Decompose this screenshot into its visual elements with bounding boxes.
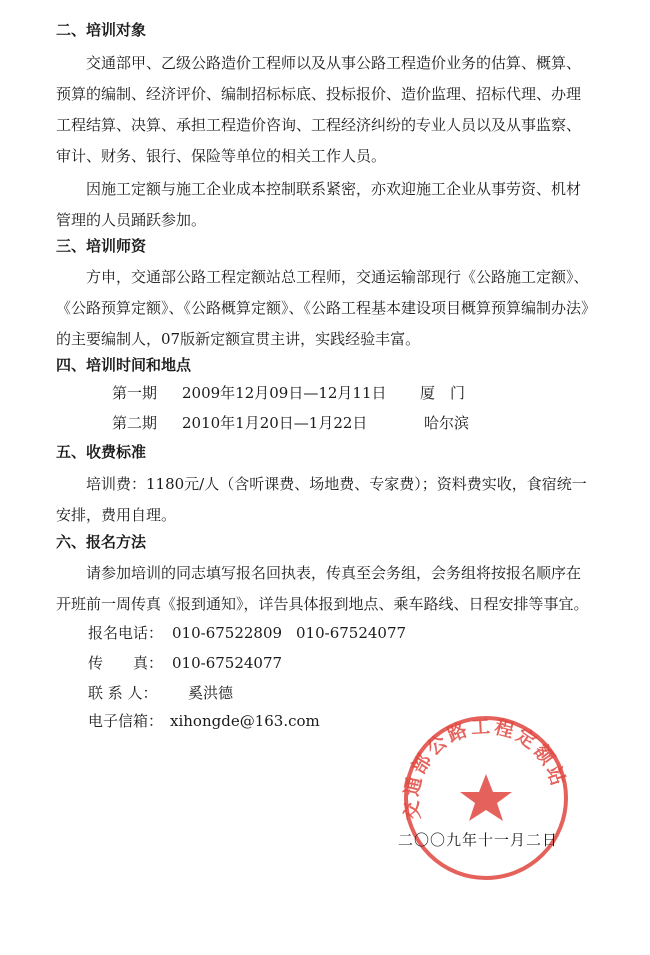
fax-number: 010-67524077 <box>172 654 283 672</box>
session-period: 第二期 <box>112 414 158 432</box>
paragraph-line: 培训费：1180元/人（含听课费、场地费、专家费）；资料费实收，食宿统一 <box>86 475 587 493</box>
seal-text: 交通部公路工程定额站 <box>400 715 571 822</box>
section-heading-registration: 六、报名方法 <box>56 533 147 551</box>
paragraph-line: 交通部甲、乙级公路造价工程师以及从事公路工程造价业务的估算、概算、 <box>86 54 582 72</box>
paragraph-line: 管理的人员踊跃参加。 <box>56 211 207 229</box>
phone-label: 报名电话： <box>88 624 164 642</box>
session-period: 第一期 <box>112 384 158 402</box>
official-seal <box>400 712 572 884</box>
paragraph-line: 《公路预算定额》、《公路概算定额》、《公路工程基本建设项目概算预算编制办法》 <box>56 299 597 317</box>
paragraph-line: 安排，费用自理。 <box>56 506 177 524</box>
paragraph-line: 方申，交通部公路工程定额站总工程师，交通运输部现行《公路施工定额》、 <box>86 268 589 286</box>
session-place: 厦 门 <box>420 384 466 402</box>
section-heading-instructors: 三、培训师资 <box>56 237 147 255</box>
paragraph-line: 因施工定额与施工企业成本控制联系紧密，亦欢迎施工企业从事劳资、机材 <box>86 180 582 198</box>
paragraph-line: 工程结算、决算、承担工程造价咨询、工程经济纠纷的专业人员以及从事监察、 <box>56 116 582 134</box>
seal-star-icon <box>460 774 512 821</box>
paragraph-line: 开班前一周传真《报到通知》，详告具体报到地点、乘车路线、日程安排等事宜。 <box>56 595 589 613</box>
paragraph-line: 审计、财务、银行、保险等单位的相关工作人员。 <box>56 147 387 165</box>
contact-person-label: 联 系 人： <box>88 684 158 702</box>
phone-number: 010-67524077 <box>296 624 407 642</box>
phone-number: 010-67522809 <box>172 624 283 642</box>
session-dates: 2009年12月09日—12月11日 <box>182 384 387 402</box>
section-heading-fees: 五、收费标准 <box>56 443 147 461</box>
section-heading-trainees: 二、培训对象 <box>56 21 147 39</box>
session-place: 哈尔滨 <box>424 414 470 432</box>
email-address: xihongde@163.com <box>170 712 320 730</box>
paragraph-line: 请参加培训的同志填写报名回执表，传真至会务组，会务组将按报名顺序在 <box>86 564 582 582</box>
email-label: 电子信箱： <box>88 712 164 730</box>
section-heading-time-place: 四、培训时间和地点 <box>56 356 192 374</box>
paragraph-line: 的主要编制人，07版新定额宣贯主讲，实践经验丰富。 <box>56 330 421 348</box>
paragraph-line: 预算的编制、经济评价、编制招标标底、投标报价、造价监理、招标代理、办理 <box>56 85 582 103</box>
contact-person: 奚洪德 <box>188 684 234 702</box>
session-dates: 2010年1月20日—1月22日 <box>182 414 368 432</box>
fax-label: 传 真： <box>88 654 164 672</box>
issue-date: 二〇〇九年十一月二日 <box>398 831 559 849</box>
